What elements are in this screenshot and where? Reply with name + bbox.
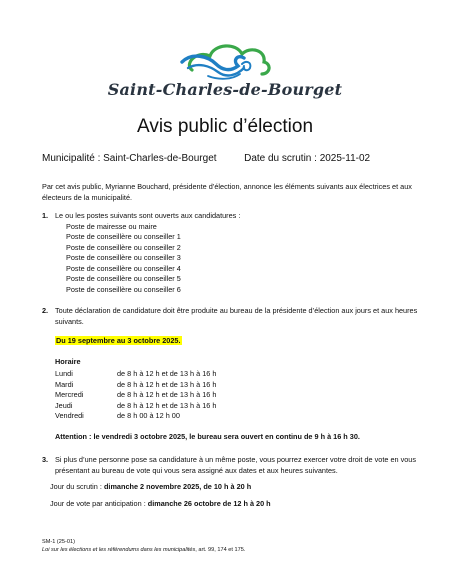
document-footer (42, 538, 245, 554)
municipalite-value: Saint-Charles-de-Bourget (103, 153, 217, 164)
jour-scrutin-label: Jour du scrutin : (50, 482, 102, 491)
hours-time: de 8 h à 12 h et de 13 h à 16 h (117, 390, 217, 399)
period-highlight: Du 19 septembre au 3 octobre 2025. (56, 336, 181, 345)
list-item: Poste de mairesse ou maire (66, 221, 157, 231)
jour-scrutin-value: dimanche 2 novembre 2025, de 10 h à 20 h (103, 482, 252, 491)
municipalite-label: Municipalité : (42, 153, 101, 164)
jour-scrutin-line (50, 482, 251, 491)
list-item: Poste de conseillère ou conseiller 2 (66, 242, 181, 252)
hours-day: Jeudi (55, 400, 73, 410)
hours-day: Mardi (55, 379, 74, 389)
list-item: Poste de conseillère ou conseiller 1 (66, 232, 181, 241)
intro-paragraph: Par cet avis public, Myrianne Bouchard, présidente d’élection, annonce les éléments suivants aux électrices et aux électeurs de la municipalité. (42, 182, 412, 202)
law-articles: , art. 99, 174 et 175. (195, 547, 246, 553)
hours-row (55, 401, 430, 412)
list-item: Poste de conseillère ou conseiller 3 (66, 253, 181, 262)
form-code: SM-1 (25-01) (42, 539, 75, 545)
list-item: Poste de conseillère ou conseiller 5 (66, 274, 181, 283)
hours-time: de 8 h à 12 h et de 13 h à 16 h (117, 400, 217, 410)
vote-anticipation-label: Jour de vote par anticipation : (50, 499, 146, 508)
section-text: Si plus d’une personne pose sa candidature à un même poste, vous pourrez exercer votre droit de vote en vous présentant au bureau de vote qui vous sera assigné aux dates et aux heures suivantes. (55, 455, 417, 475)
list-item: Poste de conseillère ou conseiller 6 (66, 284, 181, 294)
section-text: Toute déclaration de candidature doit être produite au bureau de la présidente d’élection aux jours et aux heures suivants. (55, 306, 418, 326)
section-number: 3. (42, 455, 49, 464)
vote-anticipation-value: dimanche 26 octobre de 12 h à 20 h (147, 499, 271, 508)
hours-row (55, 369, 430, 380)
date-scrutin-value: 2025-11-02 (319, 153, 371, 164)
postes-list (66, 222, 430, 296)
section-lead: Le ou les postes suivants sont ouverts aux candidatures : (55, 211, 241, 220)
date-scrutin-label: Date du scrutin : (244, 153, 317, 164)
hours-table (55, 369, 430, 422)
section-number: 1. (42, 211, 49, 220)
notice-meta (42, 153, 370, 164)
hours-row (55, 390, 430, 401)
hours-time: de 8 h à 12 h et de 13 h à 16 h (117, 379, 217, 389)
law-title: Loi sur les élections et les référendums dans les municipalités (42, 547, 196, 553)
hours-day: Vendredi (55, 411, 84, 420)
horaire-label: Horaire (55, 356, 81, 366)
hours-time: de 8 h à 12 h et de 13 h à 16 h (117, 369, 217, 378)
page-title: Avis public d’élection (136, 116, 314, 137)
attention-note: Attention : le vendredi 3 octobre 2025, le bureau sera ouvert en continu de 9 h à 16 h 30. (55, 431, 360, 441)
hours-day: Mercredi (55, 390, 84, 399)
vote-anticipation-line (50, 499, 271, 508)
hours-time: de 8 h 00 à 12 h 00 (117, 411, 180, 420)
cloud-wave-logo-icon (178, 38, 274, 82)
hours-day: Lundi (55, 369, 73, 378)
section-number: 2. (42, 306, 49, 315)
list-item: Poste de conseillère ou conseiller 4 (66, 263, 181, 273)
hours-row (55, 411, 430, 422)
organization-name: Saint-Charles-de-Bourget (107, 80, 343, 99)
hours-row (55, 380, 430, 391)
